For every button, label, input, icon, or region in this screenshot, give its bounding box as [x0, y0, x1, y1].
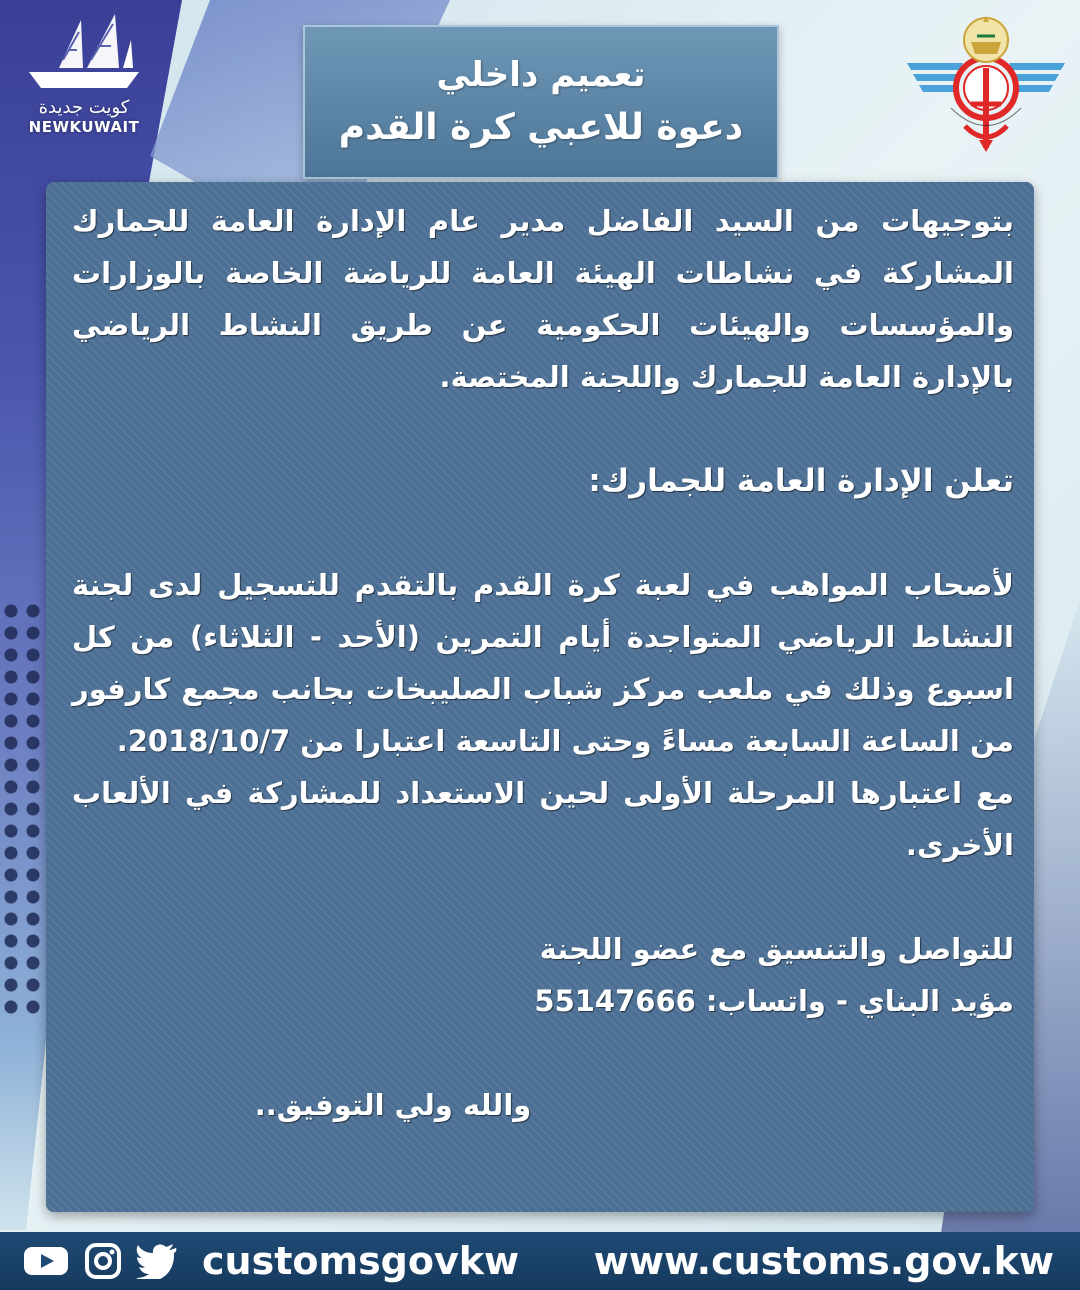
page-title: تعميم داخلي	[436, 54, 646, 95]
title-banner	[303, 25, 779, 179]
spacer	[72, 507, 1014, 559]
newkuwait-english-text: NEWKUWAIT	[28, 118, 140, 136]
social-handle[interactable]: customsgovkw	[202, 1239, 520, 1283]
contact-line-1: للتواصل والتنسيق مع عضو اللجنة	[539, 932, 1014, 966]
social-links	[0, 1239, 519, 1283]
spacer	[72, 1027, 1014, 1079]
registration-paragraph: لأصحاب المواهب في لعبة كرة القدم بالتقدم للتسجيل لدى لجنة النشاط الرياضي المتواجدة أيام التمرين (الأحد - الثلاثاء) من كل اسبوع وذلك في ملعب مركز شباب الصليبخات بجانب مجمع كارفور من الساعة السابعة مساءً وحتى التاسعة اعتبارا من 2018/10/7.	[72, 568, 1014, 758]
newkuwait-arabic-text: كويت جديدة	[38, 97, 130, 118]
twitter-icon[interactable]	[136, 1243, 178, 1279]
spacer	[72, 871, 1014, 923]
dhow-ship-icon	[19, 10, 149, 95]
contact-line-2: مؤيد البناي - واتساب: 55147666	[534, 984, 1014, 1018]
instagram-icon[interactable]	[84, 1242, 122, 1280]
spacer	[72, 403, 1014, 455]
newkuwait-logo	[14, 10, 154, 155]
youtube-icon[interactable]	[22, 1243, 70, 1279]
stage-paragraph: مع اعتبارها المرحلة الأولى لحين الاستعداد للمشاركة في الألعاب الأخرى.	[72, 776, 1014, 862]
page-subtitle: دعوة للاعبي كرة القدم	[338, 106, 744, 148]
closing-line: والله ولي التوفيق..	[254, 1088, 532, 1122]
website-link[interactable]: www.customs.gov.kw	[593, 1239, 1054, 1283]
footer-bar	[0, 1232, 1080, 1290]
customs-logo	[905, 8, 1067, 153]
customs-emblem-icon	[905, 8, 1067, 153]
intro-paragraph: بتوجيهات من السيد الفاضل مدير عام الإدارة العامة للجمارك المشاركة في نشاطات الهيئة العامة للرياضة الخاصة بالوزارات والمؤسسات والهيئات الحكومية عن طريق النشاط الرياضي بالإدارة العامة للجمارك واللجنة المختصة.	[72, 204, 1014, 394]
announcement-heading: تعلن الإدارة العامة للجمارك:	[588, 463, 1014, 499]
announcement-body	[72, 195, 1014, 1131]
